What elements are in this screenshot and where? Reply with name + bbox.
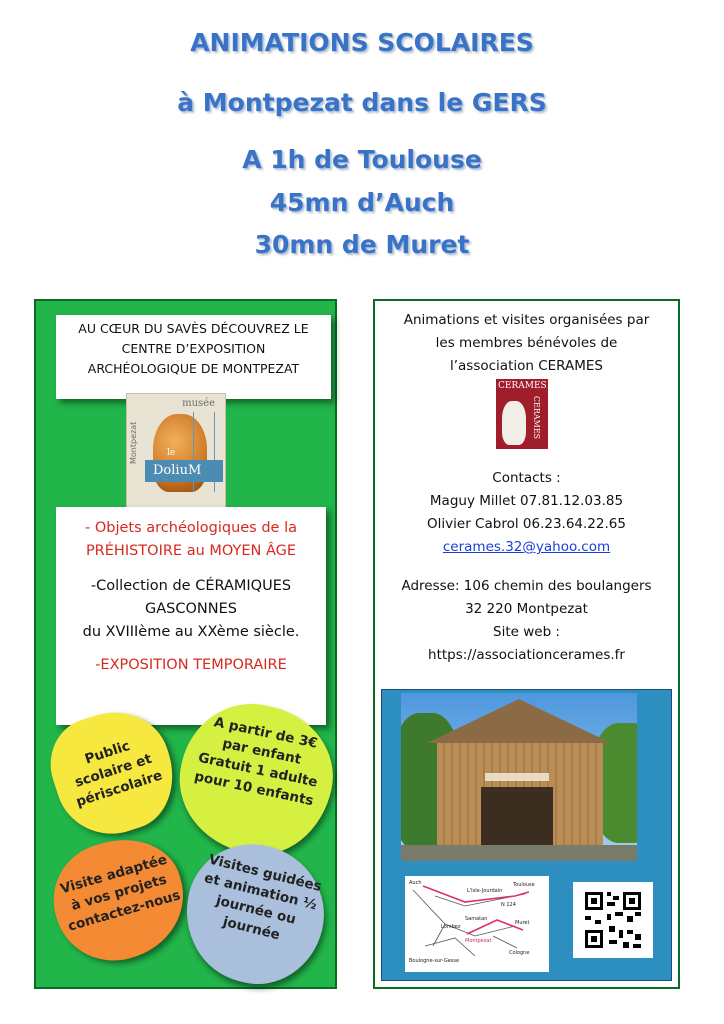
contact-olivier: Olivier Cabrol 06.23.64.22.65 [427, 516, 626, 532]
email-link[interactable]: cerames.32@yahoo.com [442, 539, 611, 555]
logo-brand-band [145, 460, 223, 482]
site-label: Site web : [493, 624, 560, 640]
distance-auch: 45mn d’Auch [269, 188, 455, 217]
logo-le: le [167, 448, 176, 458]
price-bubble-text: A partir de 3€ par enfant Gratuit 1 adulte pour 10 enfants [192, 714, 319, 810]
map-label: Cologne [509, 950, 530, 956]
public-bubble-text: Public scolaire et périscolaire [72, 737, 165, 811]
map-label: Montpezat [465, 938, 492, 944]
map-label: Muret [515, 920, 530, 926]
info-line: - Objets archéologiques de la [85, 520, 297, 536]
left-panel [34, 299, 337, 989]
map-label: Samatan [465, 916, 488, 922]
dolium-museum-logo [126, 393, 226, 511]
title-line-1: ANIMATIONS SCOLAIRES [190, 28, 534, 57]
info-line: PRÉHISTOIRE au MOYEN ÂGE [85, 543, 297, 559]
association-line: les membres bénévoles de [435, 335, 618, 351]
map-label: Boulogne-sur-Gesse [409, 958, 460, 964]
info-line: du XVIIIème au XXème siècle. [82, 624, 300, 640]
map-svg [405, 876, 549, 972]
guided-visit-bubble-text: Visites guidées et animation ½ journée ou journée [202, 851, 324, 944]
cerames-logo [496, 379, 548, 449]
site-url[interactable]: https://associationcerames.fr [428, 647, 625, 663]
qr-svg [573, 882, 653, 958]
map-label: L'Isle-Jourdain [467, 888, 503, 894]
museum-building-photo [401, 693, 637, 861]
association-line: l’association CERAMES [449, 358, 603, 374]
logo-dolium: DoliuM [153, 463, 202, 478]
cerames-logo-text: CERAMES [498, 381, 547, 391]
info-line: GASCONNES [145, 601, 237, 617]
photo-roof [427, 699, 611, 743]
association-line: Animations et visites organisées par [403, 312, 650, 328]
info-line: -EXPOSITION TEMPORAIRE [95, 657, 287, 673]
qr-code-icon[interactable] [573, 882, 653, 958]
custom-visit-bubble [40, 825, 197, 974]
contacts-title: Contacts : [492, 470, 561, 486]
collections-box [56, 507, 326, 725]
info-line: -Collection de CÉRAMIQUES [90, 578, 292, 594]
photo-sign [485, 773, 549, 781]
right-panel [373, 299, 680, 989]
map-label: Auch [409, 880, 422, 886]
map-label: Lombez [441, 924, 461, 930]
photo-ground [401, 845, 637, 861]
cerames-logo-text-vertical: CERAMES [531, 395, 541, 440]
custom-visit-bubble-text: Visite adaptée à vos projets contactez-nous [58, 851, 183, 935]
title-line-2: à Montpezat dans le GERS [177, 88, 547, 117]
map-label: N 124 [501, 902, 516, 908]
intro-line: AU CŒUR DU SAVÈS DÉCOUVREZ LE [78, 321, 309, 336]
contacts-block [375, 467, 678, 559]
guided-visit-bubble [171, 830, 338, 997]
logo-montpezat: Montpezat [129, 421, 138, 464]
cerames-logo-figure [502, 401, 526, 445]
address-line-1: Adresse: 106 chemin des boulangers [401, 578, 652, 594]
logo-musee: musée [182, 398, 215, 409]
address-line-2: 32 220 Montpezat [465, 601, 588, 617]
location-map [405, 876, 549, 972]
distance-toulouse: A 1h de Toulouse [242, 145, 482, 174]
map-label: Toulouse [513, 882, 535, 888]
association-text [375, 309, 678, 378]
distance-muret: 30mn de Muret [254, 230, 470, 259]
intro-box [56, 315, 331, 399]
intro-line: CENTRE D’EXPOSITION [121, 341, 266, 356]
photo-door [481, 787, 553, 849]
intro-line: ARCHÉOLOGIQUE DE MONTPEZAT [87, 361, 300, 376]
address-block [375, 575, 678, 667]
contact-maguy: Maguy Millet 07.81.12.03.85 [429, 493, 624, 509]
